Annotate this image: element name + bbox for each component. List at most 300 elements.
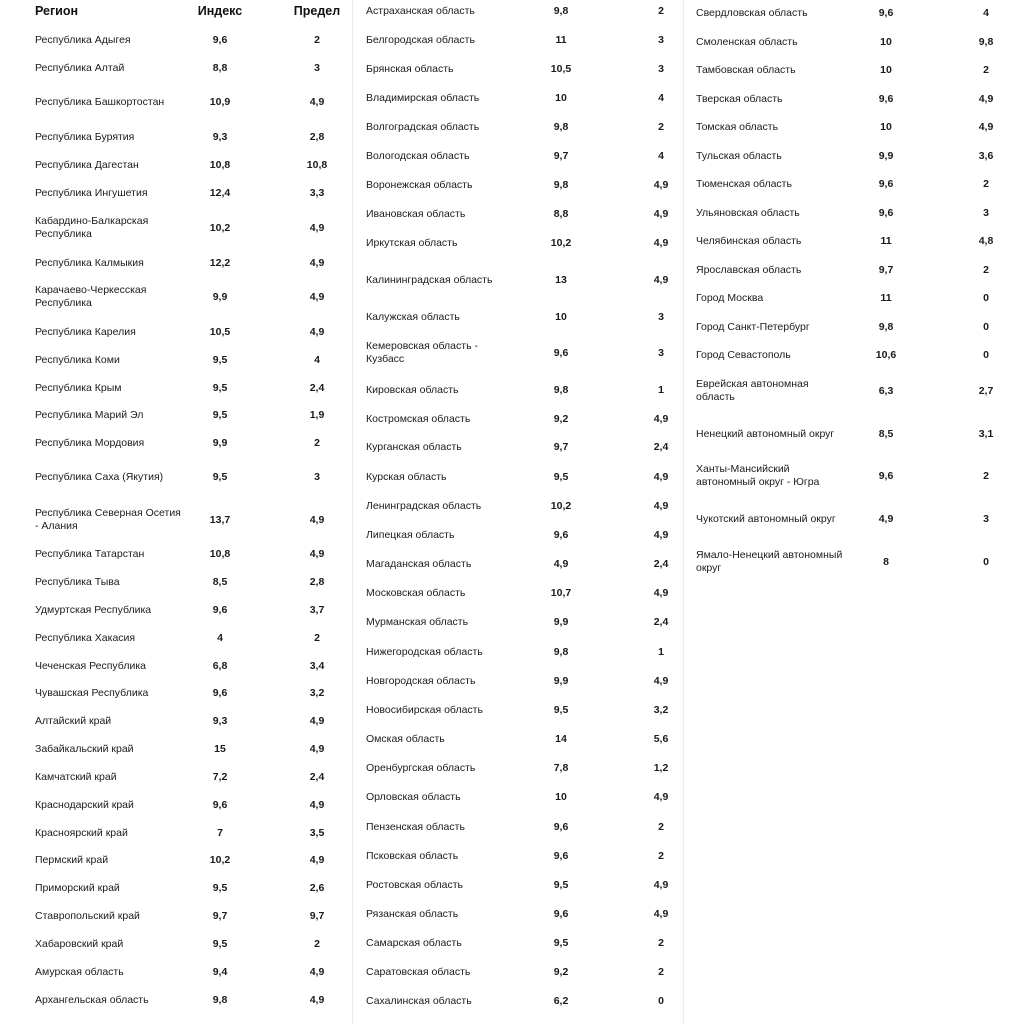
table-row (366, 404, 676, 434)
limit-value: 3,3 (309, 187, 325, 199)
region-name: Волгоградская область (366, 120, 480, 133)
index-value: 9,9 (553, 616, 569, 628)
table-row (35, 873, 345, 903)
limit-value: 3,4 (309, 660, 325, 672)
region-name: Республика Ингушетия (35, 186, 148, 199)
table-row (35, 248, 345, 278)
index-value: 10 (555, 92, 567, 104)
table-row (366, 520, 676, 550)
index-value: 9,6 (553, 908, 569, 920)
region-name: Республика Дагестан (35, 158, 139, 171)
table-row (35, 567, 345, 597)
limit-value: 3,2 (653, 704, 669, 716)
limit-value: 4,9 (309, 514, 325, 526)
table-row (366, 782, 676, 812)
limit-value: 10,8 (306, 159, 328, 171)
limit-value: 3 (314, 62, 320, 74)
table-row (696, 226, 1006, 256)
limit-value: 4,9 (653, 675, 669, 687)
region-name: Курганская область (366, 440, 462, 453)
table-row (35, 213, 345, 243)
region-name: Республика Карелия (35, 325, 136, 338)
index-value: 9,9 (212, 437, 228, 449)
limit-value: 2 (983, 470, 989, 482)
table-row (35, 178, 345, 208)
index-value: 8,5 (878, 428, 894, 440)
index-value: 7 (217, 827, 223, 839)
index-value: 9,2 (553, 413, 569, 425)
region-name: Челябинская область (696, 234, 802, 247)
limit-value: 3 (658, 63, 664, 75)
region-name: Город Севастополь (696, 348, 791, 361)
index-value: 9,3 (212, 715, 228, 727)
header-limit: Предел (293, 4, 341, 18)
limit-value: 3 (314, 471, 320, 483)
table-row (366, 928, 676, 958)
table-row (366, 549, 676, 579)
index-value: 9,3 (212, 131, 228, 143)
region-name: Кемеровская область - Кузбасс (366, 340, 478, 365)
limit-value: 2,6 (309, 882, 325, 894)
limit-value: 4,9 (653, 500, 669, 512)
index-value: 4,9 (878, 513, 894, 525)
table-row (35, 957, 345, 987)
index-value: 9,7 (212, 910, 228, 922)
index-value: 6,3 (878, 385, 894, 397)
region-name: Астраханская область (366, 4, 475, 17)
index-value: 9,5 (212, 354, 228, 366)
index-value: 9,6 (878, 7, 894, 19)
index-value: 9,4 (212, 966, 228, 978)
table-row (35, 505, 345, 535)
index-value: 9,7 (878, 264, 894, 276)
index-value: 9,5 (212, 938, 228, 950)
column-divider (352, 0, 353, 1024)
table-row (366, 491, 676, 521)
region-name: Брянская область (366, 62, 454, 75)
index-value: 10,9 (209, 96, 231, 108)
limit-value: 3,2 (309, 687, 325, 699)
region-name: Костромская область (366, 412, 471, 425)
index-value: 6,8 (212, 660, 228, 672)
limit-value: 2 (314, 938, 320, 950)
table-row (366, 666, 676, 696)
index-value: 9,6 (878, 178, 894, 190)
region-name: Хабаровский край (35, 937, 124, 950)
table-row (35, 462, 345, 492)
limit-value: 3,7 (309, 604, 325, 616)
region-name: Пензенская область (366, 820, 465, 833)
limit-value: 4,9 (653, 908, 669, 920)
limit-value: 4,9 (653, 471, 669, 483)
index-value: 9,6 (212, 34, 228, 46)
limit-value: 4,9 (309, 291, 325, 303)
index-value: 9,5 (553, 937, 569, 949)
limit-value: 4,9 (309, 222, 325, 234)
region-name: Тюменская область (696, 177, 792, 190)
index-value: 10,2 (209, 854, 231, 866)
index-value: 13 (555, 274, 567, 286)
table-row (35, 651, 345, 681)
index-value: 9,8 (212, 994, 228, 1006)
table-row (366, 265, 676, 295)
limit-value: 3,1 (978, 428, 994, 440)
index-value: 9,8 (553, 179, 569, 191)
region-name: Ростовская область (366, 878, 464, 891)
table-row (696, 376, 1006, 406)
region-name: Удмуртская Республика (35, 603, 152, 616)
table-row (366, 338, 676, 368)
limit-value: 2 (983, 64, 989, 76)
limit-value: 2,4 (309, 771, 325, 783)
index-value: 9,5 (212, 409, 228, 421)
index-value: 10 (555, 791, 567, 803)
index-value: 9,7 (553, 150, 569, 162)
table-row (696, 504, 1006, 534)
table-row (366, 607, 676, 637)
region-name: Республика Марий Эл (35, 408, 144, 421)
table-row (35, 845, 345, 875)
index-value: 10,7 (550, 587, 572, 599)
index-value: 9,9 (212, 291, 228, 303)
limit-value: 4,9 (309, 715, 325, 727)
region-name: Нижегородская область (366, 645, 483, 658)
region-name: Чувашская Республика (35, 686, 149, 699)
index-value: 9,5 (212, 471, 228, 483)
limit-value: 2,8 (309, 576, 325, 588)
table-row (696, 55, 1006, 85)
index-value: 8,8 (553, 208, 569, 220)
index-value: 9,6 (878, 93, 894, 105)
table-row (696, 112, 1006, 142)
table-row (35, 428, 345, 458)
index-value: 10,5 (209, 326, 231, 338)
region-name: Ленинградская область (366, 499, 482, 512)
table-row (366, 141, 676, 171)
region-name: Ивановская область (366, 207, 466, 220)
index-value: 4 (217, 632, 223, 644)
table-row (366, 432, 676, 462)
table-header-row (35, 0, 345, 22)
table-row (35, 317, 345, 347)
region-name: Орловская область (366, 790, 461, 803)
index-value: 12,4 (209, 187, 231, 199)
limit-value: 4,9 (309, 743, 325, 755)
limit-value: 3,5 (309, 827, 325, 839)
index-value: 9,8 (553, 384, 569, 396)
limit-value: 2,8 (309, 131, 325, 143)
index-value: 7,2 (212, 771, 228, 783)
region-name: Ханты-Мансийский автономный округ - Югра (696, 463, 820, 488)
limit-value: 0 (983, 321, 989, 333)
region-name: Оренбургская область (366, 761, 476, 774)
region-name: Приморский край (35, 881, 120, 894)
region-name: Иркутская область (366, 236, 458, 249)
table-row (35, 818, 345, 848)
index-value: 9,6 (553, 529, 569, 541)
region-name: Тверская область (696, 92, 783, 105)
table-row (696, 547, 1006, 577)
table-row (696, 419, 1006, 449)
limit-value: 2 (983, 178, 989, 190)
limit-value: 4,9 (653, 179, 669, 191)
region-name: Ярославская область (696, 263, 802, 276)
limit-value: 4,9 (309, 966, 325, 978)
index-value: 10,8 (209, 548, 231, 560)
index-value: 10,8 (209, 159, 231, 171)
limit-value: 9,7 (309, 910, 325, 922)
table-row (35, 623, 345, 653)
table-row (35, 539, 345, 569)
region-name: Республика Тыва (35, 575, 120, 588)
index-value: 9,6 (212, 604, 228, 616)
index-value: 11 (880, 292, 892, 304)
region-name: Республика Коми (35, 353, 120, 366)
limit-value: 4,9 (653, 208, 669, 220)
limit-value: 4,9 (653, 791, 669, 803)
limit-value: 1,9 (309, 409, 325, 421)
index-value: 9,8 (553, 5, 569, 17)
index-value: 9,9 (553, 675, 569, 687)
index-value: 9,8 (553, 121, 569, 133)
region-name: Краснодарский край (35, 798, 134, 811)
table-row (35, 595, 345, 625)
limit-value: 4,9 (309, 257, 325, 269)
limit-value: 2 (314, 632, 320, 644)
region-name: Камчатский край (35, 770, 117, 783)
table-row (366, 0, 676, 26)
limit-value: 4,9 (978, 121, 994, 133)
region-name: Тамбовская область (696, 63, 796, 76)
index-value: 9,9 (878, 150, 894, 162)
table-row (696, 255, 1006, 285)
table-row (35, 929, 345, 959)
table-row (366, 170, 676, 200)
table-row (366, 54, 676, 84)
index-value: 10,5 (550, 63, 572, 75)
table-row (366, 986, 676, 1016)
table-row (366, 375, 676, 405)
region-name: Мурманская область (366, 615, 469, 628)
table-row (366, 870, 676, 900)
table-row (366, 199, 676, 229)
index-value: 14 (555, 733, 567, 745)
limit-value: 0 (658, 995, 664, 1007)
region-name: Свердловская область (696, 6, 808, 19)
index-value: 9,6 (878, 470, 894, 482)
region-name: Республика Калмыкия (35, 256, 144, 269)
index-value: 13,7 (209, 514, 231, 526)
table-row (35, 706, 345, 736)
table-row (35, 400, 345, 430)
limit-value: 1 (658, 646, 664, 658)
table-row (696, 0, 1006, 28)
limit-value: 2 (658, 850, 664, 862)
region-name: Омская область (366, 732, 445, 745)
limit-value: 4,9 (309, 854, 325, 866)
index-value: 8 (883, 556, 889, 568)
table-row (696, 84, 1006, 114)
table-row (35, 734, 345, 764)
region-name: Забайкальский край (35, 742, 134, 755)
table-row (366, 812, 676, 842)
index-value: 9,8 (553, 646, 569, 658)
limit-value: 3 (983, 207, 989, 219)
table-row (366, 753, 676, 783)
table-row (366, 462, 676, 492)
limit-value: 2 (314, 34, 320, 46)
region-name: Калужская область (366, 310, 460, 323)
region-name: Республика Крым (35, 381, 122, 394)
index-value: 11 (880, 235, 892, 247)
region-name: Белгородская область (366, 33, 475, 46)
limit-value: 1 (658, 384, 664, 396)
limit-value: 3,6 (978, 150, 994, 162)
table-row (35, 373, 345, 403)
region-name: Курская область (366, 470, 447, 483)
region-name: Республика Алтай (35, 61, 125, 74)
limit-value: 4,9 (309, 326, 325, 338)
index-value: 8,8 (212, 62, 228, 74)
limit-value: 9,8 (978, 36, 994, 48)
index-value: 4,9 (553, 558, 569, 570)
table-row (366, 637, 676, 667)
table-row (366, 25, 676, 55)
index-value: 10 (555, 311, 567, 323)
index-value: 6,2 (553, 995, 569, 1007)
header-index: Индекс (197, 4, 243, 18)
table-row (366, 899, 676, 929)
index-value: 9,2 (553, 966, 569, 978)
index-value: 9,7 (553, 441, 569, 453)
table-row (366, 302, 676, 332)
limit-value: 4 (314, 354, 320, 366)
region-name: Чеченская Республика (35, 659, 146, 672)
region-name: Новгородская область (366, 674, 476, 687)
index-value: 9,6 (212, 687, 228, 699)
table-row (366, 112, 676, 142)
region-name: Город Москва (696, 291, 764, 304)
limit-value: 4,9 (653, 237, 669, 249)
region-name: Смоленская область (696, 35, 798, 48)
region-name: Республика Хакасия (35, 631, 136, 644)
region-name: Алтайский край (35, 714, 112, 727)
table-row (35, 150, 345, 180)
region-name: Владимирская область (366, 91, 480, 104)
index-value: 9,6 (878, 207, 894, 219)
limit-value: 4,9 (653, 879, 669, 891)
region-name: Сахалинская область (366, 994, 472, 1007)
index-value: 10,2 (209, 222, 231, 234)
index-value: 9,6 (212, 799, 228, 811)
region-name: Амурская область (35, 965, 124, 978)
table-row (35, 901, 345, 931)
table-row (35, 985, 345, 1015)
table-row (696, 461, 1006, 491)
table-row (366, 228, 676, 258)
region-name: Новосибирская область (366, 703, 483, 716)
limit-value: 5,6 (653, 733, 669, 745)
region-name: Карачаево-Черкесская Республика (35, 284, 147, 309)
region-name: Красноярский край (35, 826, 128, 839)
region-name: Пермский край (35, 853, 109, 866)
index-value: 9,6 (553, 821, 569, 833)
table-row (696, 169, 1006, 199)
region-name: Псковская область (366, 849, 459, 862)
table-row (366, 724, 676, 754)
table-row (696, 312, 1006, 342)
limit-value: 4 (983, 7, 989, 19)
index-value: 9,5 (553, 879, 569, 891)
table-row (696, 283, 1006, 313)
index-value: 10 (880, 121, 892, 133)
table-row (35, 678, 345, 708)
region-name: Кабардино-Балкарская Республика (35, 215, 149, 240)
index-value: 12,2 (209, 257, 231, 269)
table-row (366, 83, 676, 113)
limit-value: 2 (983, 264, 989, 276)
table-row (366, 957, 676, 987)
region-name: Чукотский автономный округ (696, 512, 836, 525)
limit-value: 3 (658, 34, 664, 46)
limit-value: 3 (658, 311, 664, 323)
index-value: 9,6 (553, 347, 569, 359)
limit-value: 4,9 (309, 994, 325, 1006)
table-row (366, 578, 676, 608)
table-row (696, 27, 1006, 57)
region-name: Республика Мордовия (35, 436, 145, 449)
limit-value: 2,4 (653, 441, 669, 453)
limit-value: 0 (983, 349, 989, 361)
index-value: 10 (880, 64, 892, 76)
region-name: Еврейская автономная область (696, 378, 809, 403)
limit-value: 2,4 (653, 558, 669, 570)
region-name: Магаданская область (366, 557, 472, 570)
limit-value: 4,9 (309, 799, 325, 811)
table-row (35, 25, 345, 55)
index-value: 15 (214, 743, 226, 755)
region-name: Московская область (366, 586, 466, 599)
index-value: 10,2 (550, 500, 572, 512)
limit-value: 2 (658, 121, 664, 133)
limit-value: 2 (658, 821, 664, 833)
region-name: Ненецкий автономный округ (696, 427, 835, 440)
region-name: Республика Башкортостан (35, 95, 165, 108)
limit-value: 2 (658, 966, 664, 978)
index-value: 9,5 (212, 882, 228, 894)
region-name: Саратовская область (366, 965, 471, 978)
table-row (696, 198, 1006, 228)
table-row (35, 53, 345, 83)
limit-value: 4 (658, 150, 664, 162)
index-value: 8,5 (212, 576, 228, 588)
limit-value: 4,9 (309, 548, 325, 560)
region-name: Архангельская область (35, 993, 149, 1006)
region-name: Рязанская область (366, 907, 459, 920)
region-name: Липецкая область (366, 528, 455, 541)
index-value: 9,5 (553, 471, 569, 483)
region-name: Калининградская область (366, 273, 493, 286)
index-value: 10,2 (550, 237, 572, 249)
index-value: 9,5 (212, 382, 228, 394)
limit-value: 2 (314, 437, 320, 449)
region-name: Томская область (696, 120, 779, 133)
index-value: 10,6 (875, 349, 897, 361)
region-name: Республика Саха (Якутия) (35, 470, 164, 483)
limit-value: 4 (658, 92, 664, 104)
index-value: 7,8 (553, 762, 569, 774)
limit-value: 0 (983, 556, 989, 568)
